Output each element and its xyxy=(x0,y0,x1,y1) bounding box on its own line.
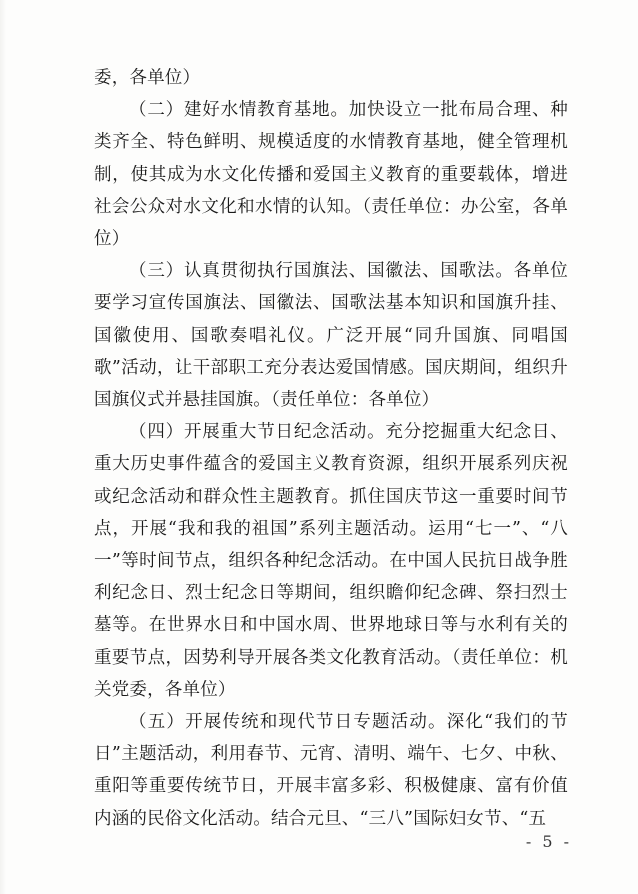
paragraph-section-2: （二）建好水情教育基地。加快设立一批布局合理、种类齐全、特色鲜明、规模适度的水情教育基地，健全管理机制，使其成为水文化传播和爱国主义教育的重要载体，增进社会公众对水文化和水情的认知。（责任单位：办公室，各单位） xyxy=(94,100,568,250)
page-edge-shadow xyxy=(0,0,6,894)
document-body xyxy=(94,62,568,835)
paragraph-section-3: （三）认真贯彻执行国旗法、国徽法、国歌法。各单位要学习宣传国旗法、国徽法、国歌法基本知识和国旗升挂、国徽使用、国歌奏唱礼仪。广泛开展“同升国旗、同唱国歌”活动，让干部职工充分表达爱国情感。国庆期间，组织升国旗仪式并悬挂国旗。（责任单位：各单位） xyxy=(94,261,568,411)
page-number: - 5 - xyxy=(525,832,572,851)
paragraph-section-4: （四）开展重大节日纪念活动。充分挖掘重大纪念日、重大历史事件蕴含的爱国主义教育资源，组织开展系列庆祝或纪念活动和群众性主题教育。抓住国庆节这一重要时间节点，开展“我和我的祖国”系列主题活动。运用“七一”、“八一”等时间节点，组织各种纪念活动。在中国人民抗日战争胜利纪念日、烈士纪念日等期间，组织瞻仰纪念碑、祭扫烈士墓等。在世界水日和中国水周、世界地球日等与水利有关的重要节点，因势利导开展各类文化教育活动。（责任单位：机关党委，各单位） xyxy=(94,422,568,700)
paragraph-section-5: （五）开展传统和现代节日专题活动。深化“我们的节日”主题活动，利用春节、元宵、清明、端午、七夕、中秋、重阳等重要传统节日，开展丰富多彩、积极健康、富有价值内涵的民俗文化活动。结合元旦、“三八”国际妇女节、“五 xyxy=(94,712,568,829)
paragraph-continuation: 委，各单位） xyxy=(94,68,201,88)
